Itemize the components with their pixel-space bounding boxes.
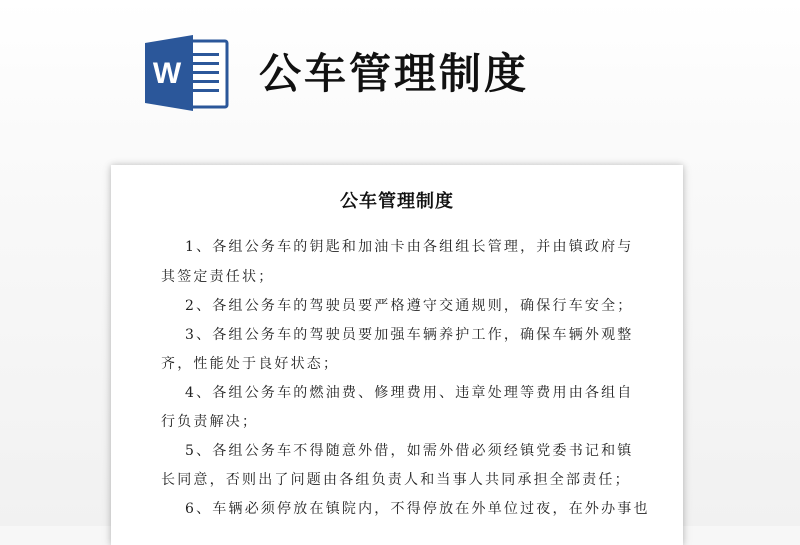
doc-line-9: 长同意，否则出了问题由各组负责人和当事人共同承担全部责任； <box>161 472 631 488</box>
doc-line-3: 2、各组公务车的驾驶员要严格遵守交通规则，确保行车安全； <box>185 298 634 314</box>
doc-line-4: 3、各组公务车的驾驶员要加强车辆养护工作，确保车辆外观整 <box>185 327 634 343</box>
doc-line-1: 1、各组公务车的钥匙和加油卡由各组组长管理，并由镇政府与 <box>185 239 634 255</box>
doc-line-5: 齐，性能处于良好状态； <box>161 356 340 372</box>
document-page <box>111 165 683 545</box>
doc-line-6: 4、各组公务车的燃油费、修理费用、违章处理等费用由各组自 <box>185 385 634 401</box>
word-logo-letter: W <box>152 57 182 90</box>
doc-line-2: 其签定责任状； <box>161 269 275 285</box>
doc-line-10: 6、车辆必须停放在镇院内，不得停放在外单位过夜，在外办事也 <box>185 501 650 517</box>
header-title: 公车管理制度 <box>259 49 530 98</box>
word-icon <box>143 33 231 113</box>
document-title: 公车管理制度 <box>340 191 454 212</box>
doc-line-7: 行负责解决； <box>161 414 259 430</box>
doc-line-8: 5、各组公务车不得随意外借，如需外借必须经镇党委书记和镇 <box>185 443 634 459</box>
